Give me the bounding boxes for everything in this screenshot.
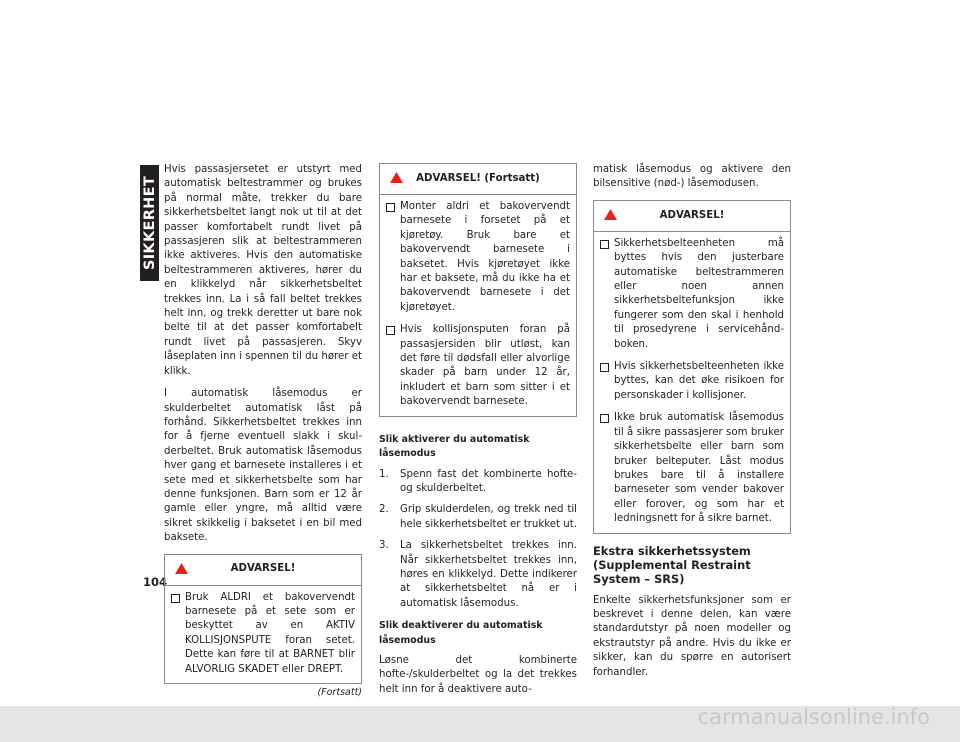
warning-triangle-icon: [175, 563, 188, 574]
checkbox-bullet-icon: [600, 363, 609, 372]
warning-item: Bruk ALDRI et bakovervendt barnesete på et sete som er beskyttet av en AKTIV KOLLISJONSPUTE foran setet. Dette kan føre til at BARNET blir ALVORLIG SKADET eller DREPT.: [171, 591, 355, 677]
activate-steps: [379, 468, 577, 612]
watermark: carmanualsonline.info: [697, 705, 930, 729]
warning-box-3: [593, 200, 791, 534]
warning-item: Hvis sikkerhetsbelteenheten ikke byttes, kan det øke risikoen for personskader i kollisjoner.: [600, 360, 784, 403]
warning-triangle-icon: [604, 209, 617, 220]
step-item: 3. La sikkerhetsbeltet trekkes inn. Når sikkerhetsbeltet trekkes inn, høres en klikkelyd. Dette indikerer at sikkerhetsbeltet nå er i automatisk låsemodus.: [379, 540, 577, 609]
warning-header: [165, 555, 361, 586]
warning-box-2: [379, 163, 577, 417]
warning-item: Ikke bruk automatisk låsemodus til å sikre passasjerer som bruker sikkerhetsbelte eller barn som bruker belteputer. Låst modus brukes bare til å installere barneseter som vender bakover eller forover, og som har et ledningsnett for å sikre barnet.: [600, 411, 784, 526]
checkbox-bullet-icon: [600, 240, 609, 249]
warning-title: ADVARSEL!: [230, 563, 296, 575]
paragraph-beltestrammer: Hvis passasjersetet er utstyrt med automatisk beltestrammer og brukes på normal måte, trekker du bare sikkerhetsbeltet langt nok ut til at det passer komfortabelt rundt livet på passasjeren slik at beltestrammeren ikke aktiveres. Hvis den automatiske beltestrammeren aktiveres, hører du en klikkelyd når sikkerhetsbeltet trekkes inn. La i så fall beltet trekkes helt inn, og trekk deretter ut bare nok belte til at det passer komfortabelt rundt livet på passasjeren. Skyv låseplaten inn i spennen til du hører et klikk.: [164, 164, 362, 377]
continued-label: (Fortsatt): [317, 687, 362, 698]
checkbox-bullet-icon: [386, 326, 395, 335]
deactivate-heading: Slik deaktiverer du automatisk låsemodus: [379, 620, 543, 646]
warning-header: [594, 201, 790, 232]
warning-title: ADVARSEL!: [659, 209, 725, 221]
activate-heading: Slik aktiverer du automatisk låsemodus: [379, 433, 530, 460]
warning-box-1: [164, 554, 362, 684]
paragraph-automatisk-lasemodus: I automatisk låsemodus er skulderbeltet automatisk låst på forhånd. Sikkerhetsbeltet trekkes inn for å fjerne eventuell slakk i skulderbeltet. Bruk automatisk låsemodus hver gang et barnesete installeres i et sete med et sikkerhetsbelte som har denne funksjonen. Barn som er 12 år gamle eller yngre, må alltid være sikret skikkelig i baksetet i en bil med baksete.: [164, 388, 362, 544]
column-3: [593, 163, 791, 688]
step-item: 2. Grip skulderdelen, og trekk ned til hele sikkerhetsbeltet er trukket ut.: [379, 504, 577, 530]
section-text-srs: Enkelte sikkerhetsfunksjoner som er beskrevet i denne delen, kan være standardutstyr på noen modeller og ekstrautstyr på andre. Hvis du ikke er sikker, kan du spørre en autorisert forhandler.: [593, 594, 791, 678]
warning-title: ADVARSEL! (Fortsatt): [416, 172, 540, 184]
section-title-srs: Ekstra sikkerhetssystem (Supplemental Restraint System – SRS): [593, 543, 751, 586]
column-2: [379, 163, 577, 705]
warning-item: Hvis kollisjonsputen foran på passasjersiden blir utløst, kan det føre til dødsfall eller alvorlige skader på barn under 12 år, inkludert et barn som sitter i et bakovervendt barnesete.: [386, 323, 570, 409]
checkbox-bullet-icon: [171, 594, 180, 603]
column-1: [164, 163, 362, 700]
intro-text: matisk låsemodus og aktivere den bilsensitive (nød-) låsemodusen.: [593, 164, 791, 190]
warning-item: Sikkerhetsbelteenheten må byttes hvis den justerbare automatiske beltestrammeren eller noen annen sikkerhetsbeltefunksjon ikke fungerer som den skal i henhold til prosedyrene i servicehåndboken.: [600, 237, 784, 352]
warning-triangle-icon: [390, 172, 403, 183]
warning-item: Monter aldri et bakovervendt barnesete i forsetet på et kjøretøy. Bruk bare et bakovervendt barnesete i baksetet. Hvis kjøretøyet ikke har et baksete, må du ikke ha et bakovervendt barnesete i det kjøretøyet.: [386, 200, 570, 315]
checkbox-bullet-icon: [600, 414, 609, 423]
warning-header: [380, 164, 576, 195]
deactivate-text: Løsne det kombinerte hofte-/skulderbeltet og la det trekkes helt inn for å deaktivere auto-: [379, 654, 577, 695]
step-item: 1. Spenn fast det kombinerte hofte- og skulderbeltet.: [379, 468, 577, 494]
section-tab-label: SIKKERHET: [141, 175, 158, 271]
page-number: 104: [143, 575, 168, 589]
checkbox-bullet-icon: [386, 203, 395, 212]
